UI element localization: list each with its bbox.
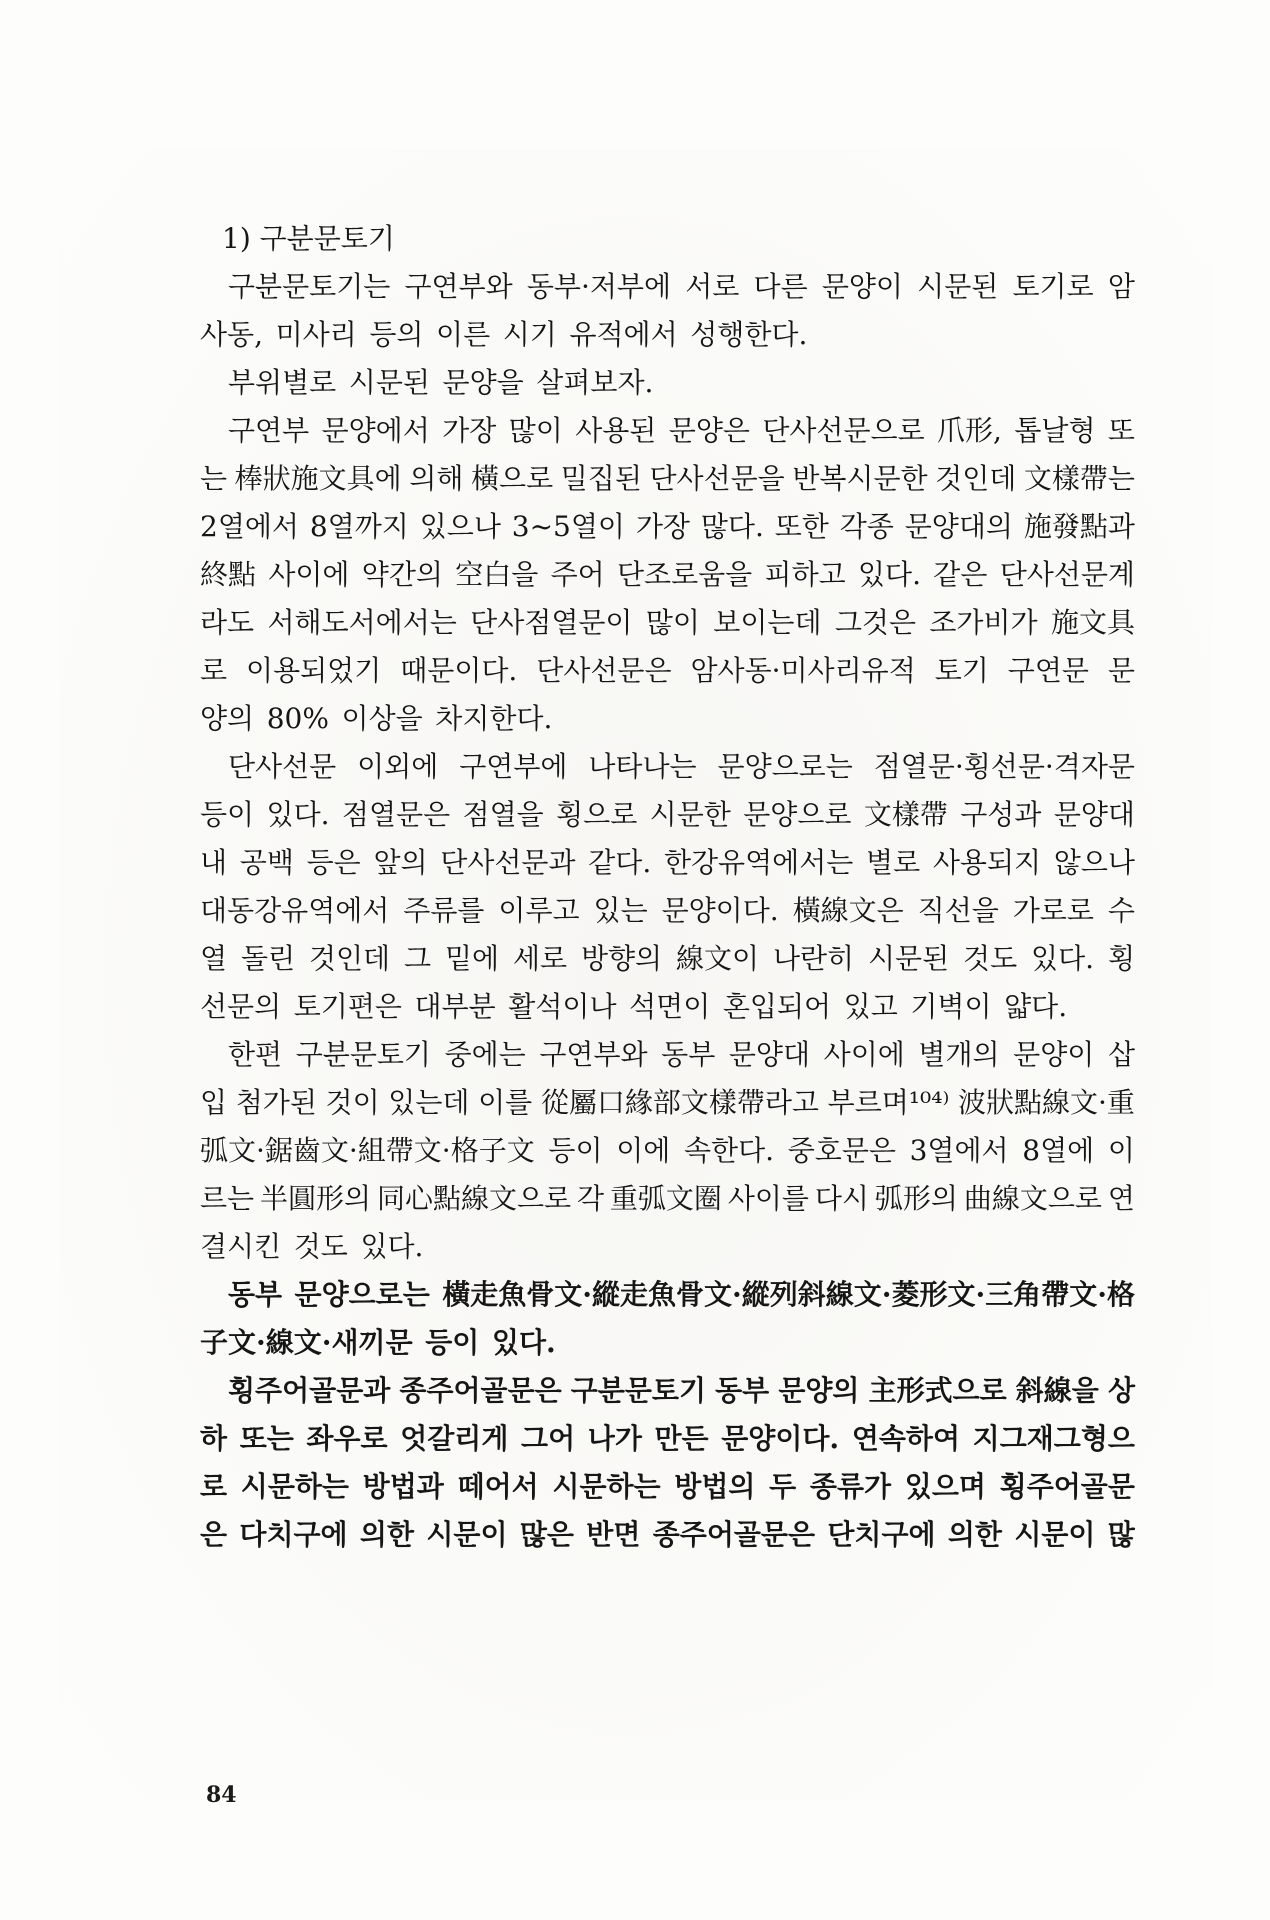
text-line: 弧文·鋸齒文·組帶文·格子文 등이 이에 속한다. 중호문은 3열에서 8열에 이	[200, 1134, 1135, 1167]
text-line: 사동, 미사리 등의 이른 시기 유적에서 성행한다.	[200, 318, 808, 351]
text-line: 대동강유역에서 주류를 이루고 있는 문양이다. 橫線文은 직선을 가로로 수	[200, 894, 1135, 927]
text-line: 내 공백 등은 앞의 단사선문과 같다. 한강유역에서는 별로 사용되지 않으나	[200, 846, 1135, 879]
text-line: 한편 구분문토기 중에는 구연부와 동부 문양대 사이에 별개의 문양이 삽	[228, 1038, 1135, 1071]
text-line: 등이 있다. 점열문은 점열을 횡으로 시문한 문양으로 文樣帶 구성과 문양대	[200, 798, 1135, 831]
text-line: 결시킨 것도 있다.	[200, 1230, 424, 1263]
text-line: 열 돌린 것인데 그 밑에 세로 방향의 線文이 나란히 시문된 것도 있다. 횡	[200, 942, 1135, 975]
text-line: 子文·線文·새끼문 등이 있다.	[200, 1326, 556, 1359]
text-line: 2열에서 8열까지 있으나 3~5열이 가장 많다. 또한 각종 문양대의 施發點과	[200, 510, 1135, 543]
text-line: 구분문토기는 구연부와 동부·저부에 서로 다른 문양이 시문된 토기로 암	[228, 270, 1135, 303]
text-line: 은 다치구에 의한 시문이 많은 반면 종주어골문은 단치구에 의한 시문이 많	[200, 1518, 1135, 1551]
text-line: 선문의 토기편은 대부분 활석이나 석면이 혼입되어 있고 기벽이 얇다.	[200, 990, 1068, 1023]
text-line: 단사선문 이외에 구연부에 나타나는 문양으로는 점열문·횡선문·격자문	[228, 750, 1135, 783]
text-line: 終點 사이에 약간의 空白을 주어 단조로움을 피하고 있다. 같은 단사선문계	[200, 558, 1135, 591]
text-line: 로 시문하는 방법과 떼어서 시문하는 방법의 두 종류가 있으며 횡주어골문	[200, 1470, 1135, 1503]
body-text	[200, 263, 1135, 1559]
text-line: 로 이용되었기 때문이다. 단사선문은 암사동·미사리유적 토기 구연문 문	[200, 654, 1135, 687]
page-number: 84	[206, 1782, 237, 1808]
text-line: 양의 80% 이상을 차지한다.	[200, 702, 553, 735]
text-line: 는 棒狀施文具에 의해 橫으로 밀집된 단사선문을 반복시문한 것인데 文樣帶는	[200, 462, 1135, 495]
section-heading: 1) 구분문토기	[222, 222, 395, 255]
text-line: 라도 서해도서에서는 단사점열문이 많이 보이는데 그것은 조가비가 施文具	[200, 606, 1135, 639]
text-line: 하 또는 좌우로 엇갈리게 그어 나가 만든 문양이다. 연속하여 지그재그형으	[200, 1422, 1135, 1455]
text-line: 동부 문양으로는 橫走魚骨文·縱走魚骨文·縱列斜線文·菱形文·三角帶文·格	[228, 1278, 1135, 1311]
text-line: 구연부 문양에서 가장 많이 사용된 문양은 단사선문으로 爪形, 톱날형 또	[228, 414, 1135, 447]
text-line: 횡주어골문과 종주어골문은 구분문토기 동부 문양의 主形式으로 斜線을 상	[228, 1374, 1135, 1407]
text-line: 부위별로 시문된 문양을 살펴보자.	[228, 366, 654, 399]
text-line: 입 첨가된 것이 있는데 이를 從屬口緣部文樣帶라고 부르며¹⁰⁴⁾ 波狀點線文·重	[200, 1086, 1135, 1119]
text-line: 르는 半圓形의 同心點線文으로 각 重弧文圈 사이를 다시 弧形의 曲線文으로 연	[200, 1182, 1135, 1215]
